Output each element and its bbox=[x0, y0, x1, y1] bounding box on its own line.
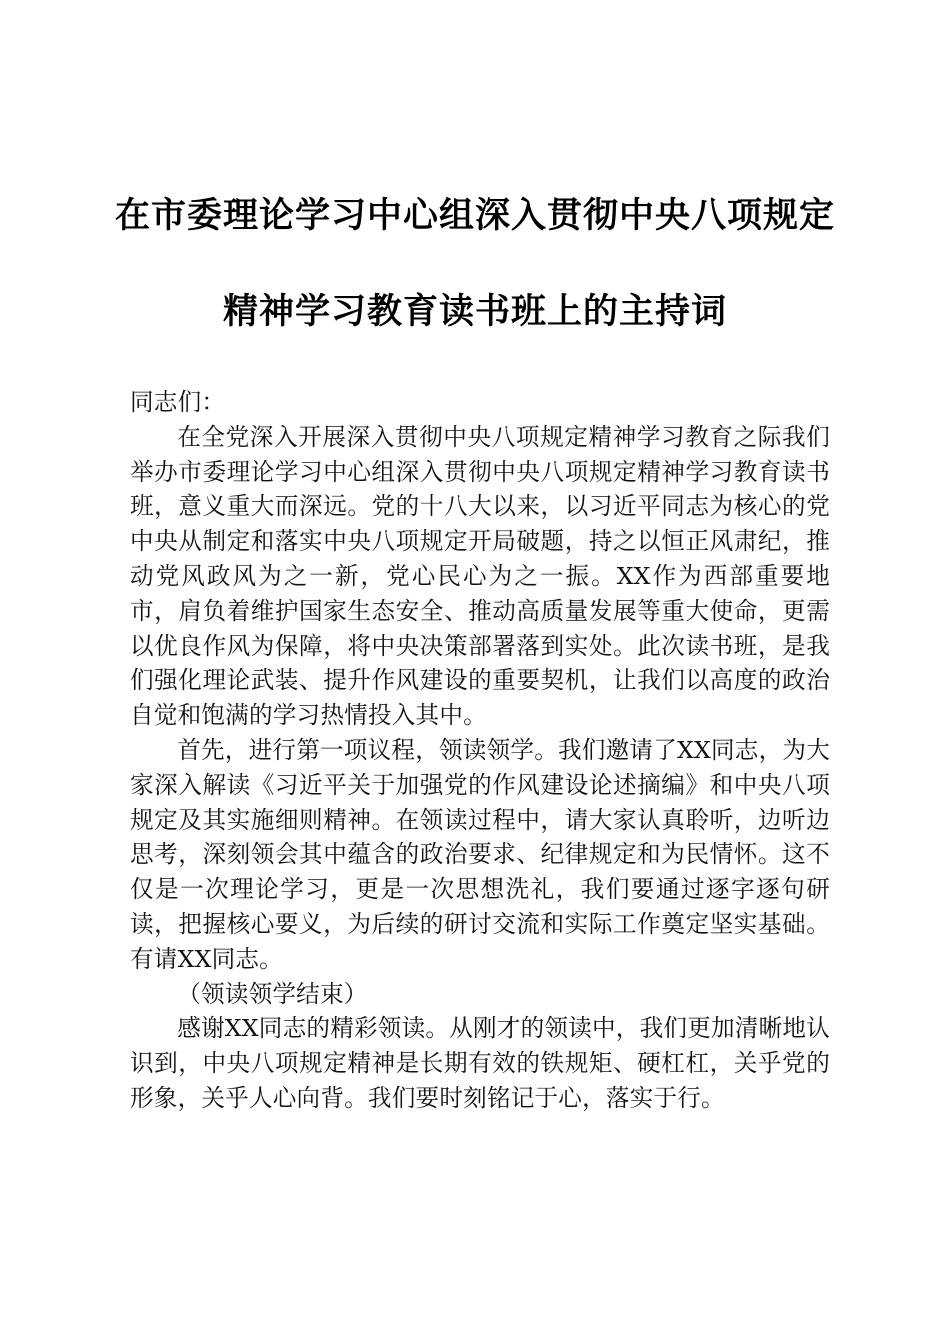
document-body bbox=[130, 385, 830, 1116]
paragraph-agenda-item-1: 首先，进行第一项议程，领读领学。我们邀请了XX同志，为大家深入解读《习近平关于加强党的作风建设论述摘编》和中央八项规定及其实施细则精神。在领读过程中，请大家认真聆听，边听边思考，深刻领会其中蕴含的政治要求、纪律规定和为民情怀。这不仅是一次理论学习，更是一次思想洗礼，我们要通过逐字逐句研读，把握核心要义，为后续的研讨交流和实际工作奠定坚实基础。有请XX同志。 bbox=[130, 735, 830, 973]
document-title-line-2: 精神学习教育读书班上的主持词 bbox=[222, 292, 727, 332]
paragraph-stage-note: （领读领学结束） bbox=[177, 979, 368, 1008]
document-title-line-1: 在市委理论学习中心组深入贯彻中央八项规定 bbox=[114, 196, 835, 236]
salutation: 同志们： bbox=[130, 388, 226, 416]
paragraph-opening: 在全党深入开展深入贯彻中央八项规定精神学习教育之际我们举办市委理论学习中心组深入贯彻中央八项规定精神学习教育读书班，意义重大而深远。党的十八大以来，以习近平同志为核心的党中央从制定和落实中央八项规定开局破题，持之以恒正风肃纪，推动党风政风为之一新，党心民心为之一振。XX作为西部重要地市，肩负着维护国家生态安全、推动高质量发展等重大使命，更需以优良作风为保障，将中央决策部署落到实处。此次读书班，是我们强化理论武装、提升作风建设的重要契机，让我们以高度的政治自觉和饱满的学习热情投入其中。 bbox=[130, 422, 830, 730]
paragraph-thanks: 感谢XX同志的精彩领读。从刚才的领读中，我们更加清晰地认识到，中央八项规定精神是长期有效的铁规矩、硬杠杠，关乎党的形象，关乎人心向背。我们要时刻铭记于心，落实于行。 bbox=[130, 1014, 830, 1112]
